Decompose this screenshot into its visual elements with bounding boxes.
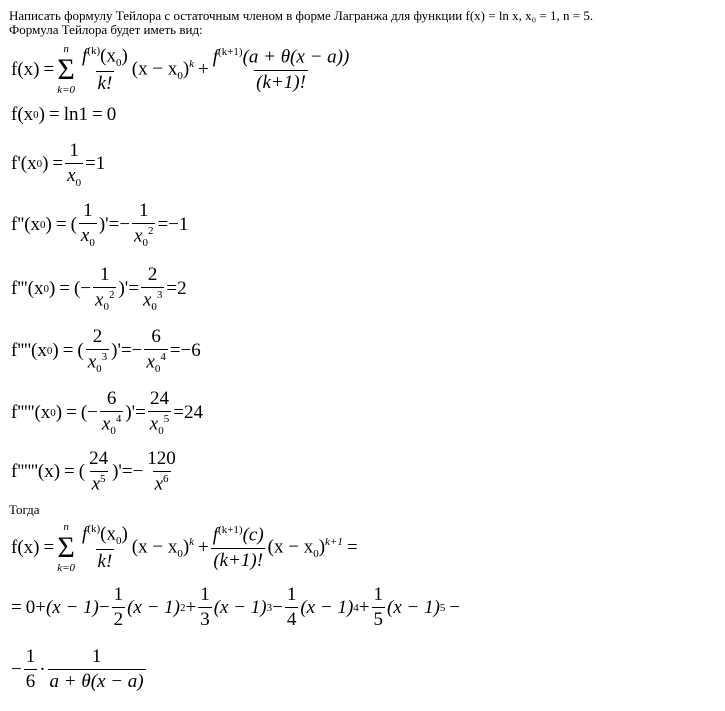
taylor-general-formula: f(x) = n Σ k=0 $\frac{f^{(k)}(x_0)}{k!}$ $(x - x_0)^k$ + $\frac{f^{(k+1)}(a + \theta(x - a))}{(k+1)!}$: [11, 43, 350, 96]
third-derivative-line: f''' ( x 0 ) = ( − $\frac{1}{x_0^2}$ )' = $\frac{2}{x_0^3}$ = 2: [11, 264, 187, 314]
sum-upper: n: [63, 43, 69, 55]
taylor-term-fraction: $\frac{f^{(k)}(x_0)}{k!}$: [82, 45, 128, 94]
result-line-2: = 0 + (x − 1) − $\frac{1}{2}$ (x − 1) 2 + $\frac{1}{3}$ (x − 1) 3 − $\frac{1}{4}$ (x − 1) 4 + $\frac{1}{5}$ (x − 1) 5 −: [11, 584, 461, 630]
f-x0-line: f(x 0 ) = ln1 = 0: [11, 104, 117, 125]
remainder-fraction: $\frac{f^{(k+1)}(a + \theta(x - a))}{(k+1)!}$: [212, 46, 350, 93]
result-line-3: − $\frac{1}{6}$ · $\frac{1}{a + \theta(x - a)}$: [11, 646, 144, 692]
second-derivative-line: f'' ( x 0 ) = ( $\frac{1}{x_0}$ )' = − $\frac{1}{x_0^2}$ = −1: [11, 200, 189, 250]
fourth-derivative-line: f'''' ( x 0 ) = ( $\frac{2}{x_0^3}$ )' = − $\frac{6}{x_0^4}$ = −6: [11, 326, 201, 376]
sum-symbol: n Σ k=0: [57, 43, 76, 96]
problem-statement: Написать формулу Тейлора с остаточным членом в форме Лагранжа для функции f(x) = ln x, x₀ = 1, n = 5.: [9, 8, 594, 23]
sum-lower: k=0: [57, 84, 76, 96]
formula-intro: Формула Тейлора будет иметь вид:: [9, 22, 203, 37]
first-derivative-line: f' ( x 0 ) = $\frac{1}{x_0}$ = 1: [11, 140, 106, 189]
fifth-derivative-line: f''''' ( x 0 ) = ( − $\frac{6}{x_0^4}$ )' = $\frac{24}{x_0^5}$ = 24: [11, 388, 203, 438]
result-line-1: f(x) = n Σ k=0 $\frac{f^{(k)}(x_0)}{k!}$ $(x - x_0)^k$ + $\frac{f^{(k+1)}(c)}{(k+1)!}$ $(x - x_0)^{k+1}$ =: [11, 521, 358, 574]
equals-sign: =: [43, 59, 55, 80]
f-of-x: f(x): [11, 59, 40, 80]
then-label: Тогда: [9, 502, 40, 517]
sixth-derivative-line: f'''''' (x) = ( $\frac{24}{x^5}$ )' = − $\frac{120}{x^6}$: [11, 448, 176, 495]
